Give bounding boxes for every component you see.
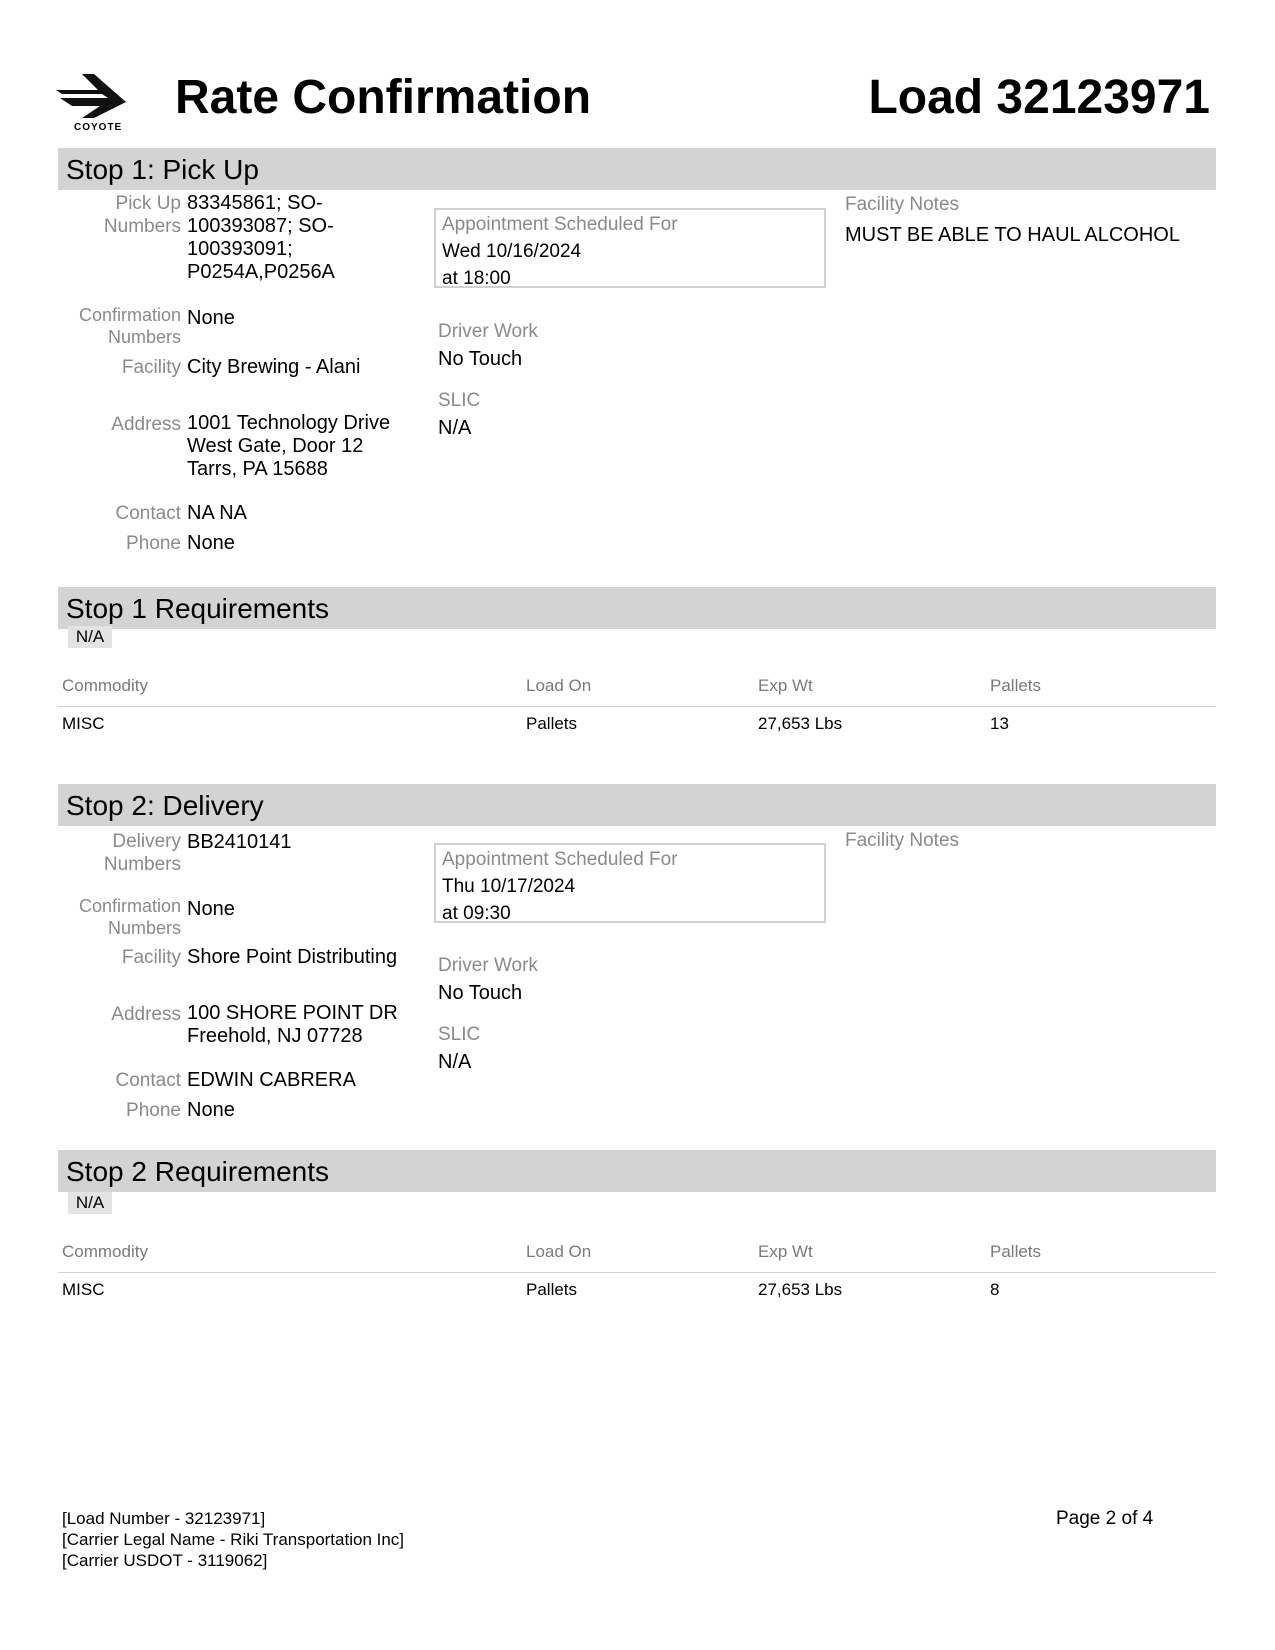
stop2-phone-label: Phone: [126, 1100, 181, 1121]
stop1-col-exp-wt: Exp Wt: [758, 676, 813, 695]
stop1-slic-label: SLIC: [438, 390, 481, 411]
stop1-appointment-label: Appointment Scheduled For: [442, 214, 678, 235]
stop2-appointment-box: [434, 843, 826, 923]
stop1-contact-label: Contact: [115, 503, 181, 524]
footer-carrier-name: [Carrier Legal Name - Riki Transportation Inc]: [62, 1530, 405, 1549]
stop1-driver-work-value: No Touch: [438, 348, 523, 370]
stop1-phone-value: None: [187, 532, 235, 554]
stop2-contact-value: EDWIN CABRERA: [187, 1069, 356, 1091]
stop2-numbers-label: Delivery Numbers: [103, 831, 181, 875]
stop2-row-pallets: 8: [990, 1280, 1000, 1299]
load-number-title: Load 32123971: [868, 71, 1210, 124]
stop2-appointment-time: at 09:30: [442, 903, 511, 924]
stop1-row-pallets: 13: [990, 714, 1009, 733]
stop2-row-commodity: MISC: [62, 1280, 105, 1299]
stop2-heading: Stop 2: Delivery: [66, 790, 264, 821]
stop2-row-load-on: Pallets: [526, 1280, 578, 1299]
stop2-slic-value: N/A: [438, 1051, 472, 1073]
stop2-address-label: Address: [111, 1004, 181, 1025]
stop2-facility-label: Facility: [121, 947, 181, 968]
stop1-row-load-on: Pallets: [526, 714, 578, 733]
stop2-appointment-date: Thu 10/17/2024: [442, 876, 576, 897]
stop1-col-load-on: Load On: [526, 676, 592, 695]
stop2-confirmation-label: Confirmation Numbers: [78, 896, 181, 938]
logo-text: COYOTE: [74, 122, 123, 133]
page-title: Rate Confirmation: [175, 71, 592, 124]
page-number: Page 2 of 4: [1056, 1508, 1154, 1529]
stop1-appointment-date: Wed 10/16/2024: [442, 241, 582, 262]
footer-load-number: [Load Number - 32123971]: [62, 1509, 266, 1528]
stop1-confirmation-label: Confirmation Numbers: [78, 305, 181, 347]
stop1-numbers-value: 83345861; SO- 100393087; SO- 100393091; P0254A,P0256A: [187, 192, 335, 283]
stop2-facility-notes-label: Facility Notes: [845, 830, 960, 851]
stop1-confirmation-value: None: [187, 307, 235, 329]
stop1-facility-notes-label: Facility Notes: [845, 194, 960, 215]
stop1-col-commodity: Commodity: [62, 676, 148, 695]
stop2-col-pallets: Pallets: [990, 1242, 1042, 1261]
stop1-heading: Stop 1: Pick Up: [66, 154, 259, 185]
stop1-contact-value: NA NA: [187, 502, 248, 524]
coyote-logo-icon: [56, 72, 136, 122]
footer-carrier-usdot: [Carrier USDOT - 3119062]: [62, 1551, 268, 1570]
stop1-numbers-label: Pick Up Numbers: [103, 193, 181, 237]
stop2-facility-value: Shore Point Distributing: [187, 946, 398, 968]
stop2-phone-value: None: [187, 1099, 235, 1121]
stop1-requirements-badge: N/A: [68, 626, 112, 648]
stop2-slic-label: SLIC: [438, 1024, 481, 1045]
stop1-appointment-box: [434, 208, 826, 288]
stop2-address-value: 100 SHORE POINT DR Freehold, NJ 07728: [187, 1002, 398, 1047]
stop2-col-load-on: Load On: [526, 1242, 592, 1261]
stop2-driver-work-value: No Touch: [438, 982, 523, 1004]
stop1-col-pallets: Pallets: [990, 676, 1042, 695]
stop1-facility-label: Facility: [121, 357, 181, 378]
stop1-appointment-time: at 18:00: [442, 268, 511, 289]
stop2-table-rule: [58, 1272, 1216, 1273]
stop2-numbers-value: BB2410141: [187, 831, 292, 853]
stop2-driver-work-label: Driver Work: [438, 955, 538, 976]
coyote-logo: [56, 72, 136, 136]
stop2-header: [58, 784, 1216, 826]
stop1-requirements-header: [58, 587, 1216, 629]
stop1-header: [58, 148, 1216, 190]
stop1-driver-work-label: Driver Work: [438, 321, 538, 342]
stop2-requirements-header: [58, 1150, 1216, 1192]
stop2-row-exp-wt: 27,653 Lbs: [758, 1280, 843, 1299]
stop1-slic-value: N/A: [438, 417, 472, 439]
stop2-col-exp-wt: Exp Wt: [758, 1242, 813, 1261]
stop2-confirmation-value: None: [187, 898, 235, 920]
stop2-appointment-label: Appointment Scheduled For: [442, 849, 678, 870]
stop1-address-value: 1001 Technology Drive West Gate, Door 12 Tarrs, PA 15688: [187, 412, 391, 480]
stop1-table-rule: [58, 706, 1216, 707]
stop1-address-label: Address: [111, 414, 181, 435]
stop2-requirements-badge: N/A: [68, 1192, 112, 1214]
footer-carrier-info: [62, 1508, 404, 1571]
stop2-requirements-heading: Stop 2 Requirements: [66, 1156, 330, 1187]
stop1-facility-notes-value: MUST BE ABLE TO HAUL ALCOHOL: [845, 224, 1180, 246]
stop1-row-commodity: MISC: [62, 714, 105, 733]
stop2-col-commodity: Commodity: [62, 1242, 148, 1261]
stop1-facility-value: City Brewing - Alani: [187, 356, 361, 378]
stop1-phone-label: Phone: [126, 533, 181, 554]
stop1-row-exp-wt: 27,653 Lbs: [758, 714, 843, 733]
stop1-requirements-heading: Stop 1 Requirements: [66, 593, 330, 624]
stop2-contact-label: Contact: [115, 1070, 181, 1091]
